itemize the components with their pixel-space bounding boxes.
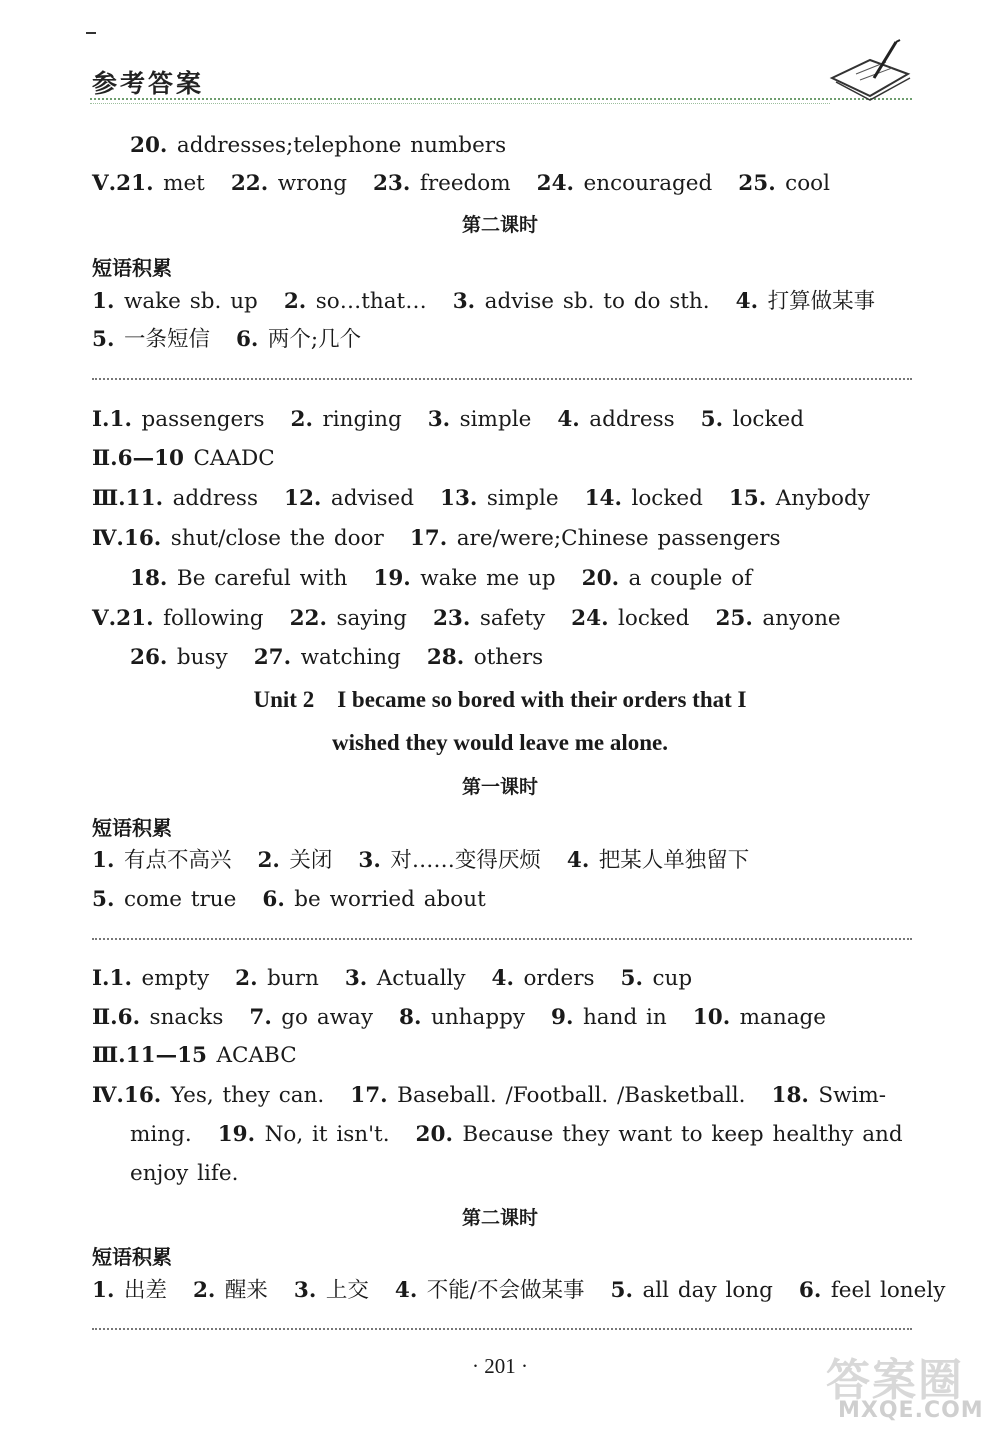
item-text: wake sb. up: [123, 289, 258, 314]
answer-item: [110, 402, 265, 438]
answer-item: [399, 1000, 525, 1036]
item-number: 19.: [217, 1122, 265, 1147]
item-number: 5.: [92, 327, 124, 352]
item-text: 有点不高兴: [123, 848, 232, 873]
item-number: 2.: [290, 407, 323, 432]
section-numeral: Ⅲ.: [92, 1043, 126, 1068]
answer-item: [433, 601, 545, 637]
item-number: 1.: [92, 848, 124, 873]
item-text: watching: [300, 645, 401, 670]
answer-item: [358, 843, 540, 879]
item-number: 7.: [249, 1005, 282, 1030]
phrase-heading: 短语积累: [92, 816, 172, 840]
item-text: Swim-: [818, 1083, 887, 1108]
section-numeral: Ⅴ.: [92, 606, 117, 631]
answer-item: [427, 640, 543, 676]
item-number: 3.: [293, 1278, 326, 1303]
answer-item: [231, 166, 347, 202]
item-text: encouraged: [583, 171, 713, 196]
answer-item: [118, 1000, 224, 1036]
item-number: 21.: [116, 606, 164, 631]
item-number: 1.: [109, 407, 142, 432]
answer-line: [130, 1156, 264, 1192]
item-number: 25.: [715, 606, 763, 631]
item-number: 20.: [130, 133, 177, 158]
answer-item: [350, 1078, 745, 1114]
item-number: 15.: [728, 486, 776, 511]
item-text: CAADC: [193, 446, 275, 471]
answer-line: [92, 601, 867, 637]
item-number: 6.: [235, 327, 268, 352]
answer-line: [92, 1078, 912, 1114]
answer-item: [284, 284, 427, 320]
answer-item: [585, 481, 703, 517]
lesson-heading: 第二课时: [461, 214, 538, 236]
item-text: 一条短信: [123, 327, 210, 352]
item-number: 8.: [399, 1005, 431, 1030]
item-number: 11—15: [125, 1043, 217, 1068]
item-number: 2.: [235, 966, 268, 991]
answer-item: [729, 481, 870, 517]
item-text: ACABC: [216, 1043, 297, 1068]
unit-title-line1: Unit 2 I became so bored with their orders that I: [253, 687, 747, 712]
item-text: Baseball. /Football. /Basketball.: [397, 1083, 746, 1108]
item-number: 3.: [344, 966, 377, 991]
item-number: 22.: [230, 171, 278, 196]
answer-item: [130, 640, 228, 676]
item-text: ringing: [322, 407, 402, 432]
page-number: · 201 ·: [472, 1354, 528, 1378]
item-text: anyone: [762, 606, 841, 631]
item-number: 24.: [571, 606, 619, 631]
section-numeral: Ⅳ.: [92, 1083, 124, 1108]
item-text: enjoy life.: [130, 1161, 239, 1186]
answer-item: [116, 166, 205, 202]
item-text: wrong: [277, 171, 347, 196]
item-number: 20.: [415, 1122, 463, 1147]
item-text: safety: [479, 606, 546, 631]
item-text: simple: [486, 486, 559, 511]
item-number: 6—10: [117, 446, 194, 471]
item-text: cool: [785, 171, 830, 196]
item-number: 16.: [123, 526, 171, 551]
item-text: unhappy: [430, 1005, 525, 1030]
item-number: 25.: [738, 171, 786, 196]
item-number: 11.: [125, 486, 173, 511]
answer-item: [428, 402, 532, 438]
item-text: saying: [336, 606, 407, 631]
answer-item: [799, 1273, 945, 1309]
item-text: are/were;Chinese passengers: [456, 526, 781, 551]
answer-item: [537, 166, 713, 202]
item-text: following: [163, 606, 264, 631]
item-number: 1.: [92, 1278, 124, 1303]
item-text: 醒来: [224, 1278, 268, 1303]
item-text: locked: [618, 606, 690, 631]
item-text: empty: [141, 966, 210, 991]
section-numeral: Ⅱ.: [92, 1005, 118, 1030]
answer-item: [345, 961, 466, 997]
item-text: simple: [459, 407, 532, 432]
answer-item: [557, 402, 674, 438]
item-number: 27.: [253, 645, 301, 670]
item-number: 12.: [283, 486, 331, 511]
item-text: go away: [281, 1005, 374, 1030]
item-text: orders: [523, 966, 595, 991]
answer-item: [693, 1000, 826, 1036]
phrase-line: [92, 843, 775, 879]
answer-item: [124, 1078, 324, 1114]
item-text: met: [163, 171, 205, 196]
answer-item: [130, 128, 506, 164]
item-text: a couple of: [628, 566, 753, 591]
item-number: 23.: [372, 171, 420, 196]
answer-item: [249, 1000, 373, 1036]
item-number: 10.: [692, 1005, 740, 1030]
item-number: 1.: [109, 966, 142, 991]
item-number: 4.: [557, 407, 590, 432]
item-number: 3.: [427, 407, 460, 432]
answer-line: [92, 1000, 852, 1036]
item-text: address: [589, 407, 675, 432]
section-numeral: Ⅰ.: [92, 966, 110, 991]
item-text: cup: [652, 966, 693, 991]
answer-item: [621, 961, 693, 997]
answer-item: [772, 1078, 887, 1114]
answer-item: [262, 882, 485, 918]
item-number: 17.: [350, 1083, 398, 1108]
item-number: 18.: [771, 1083, 819, 1108]
notebook-pen-icon: [826, 38, 916, 108]
answer-item: [410, 521, 781, 557]
dotted-separator: [92, 938, 912, 940]
answer-item: [193, 1273, 268, 1309]
answer-item: [294, 1273, 369, 1309]
answer-item: [116, 601, 263, 637]
item-number: 3.: [358, 848, 391, 873]
answer-item: [582, 561, 752, 597]
phrase-line: [92, 284, 901, 320]
section-numeral: Ⅰ.: [92, 407, 110, 432]
answer-line: [92, 481, 896, 517]
item-text: passengers: [141, 407, 265, 432]
item-text: be worried about: [294, 887, 486, 912]
item-text: 关闭: [289, 848, 333, 873]
item-text: busy: [176, 645, 228, 670]
lesson-heading: 第二课时: [461, 1207, 538, 1229]
page-header-title: 参考答案: [92, 69, 205, 98]
answer-line: [130, 1117, 929, 1153]
item-number: 5.: [620, 966, 653, 991]
answer-item: [440, 481, 559, 517]
item-number: 16.: [123, 1083, 171, 1108]
item-text: 对……变得厌烦: [390, 848, 541, 873]
item-text: 出差: [123, 1278, 167, 1303]
header-divider: [90, 98, 912, 100]
answer-item: [92, 284, 258, 320]
answer-item: [395, 1273, 585, 1309]
answer-item: [373, 166, 511, 202]
answer-item: [236, 322, 361, 358]
item-text: hand in: [582, 1005, 667, 1030]
answer-item: [611, 1273, 773, 1309]
item-text: Actually: [376, 966, 466, 991]
phrase-line: [92, 1273, 971, 1309]
item-text: 把某人单独留下: [598, 848, 750, 873]
phrase-heading: 短语积累: [92, 1245, 172, 1269]
item-number: 4.: [491, 966, 524, 991]
answer-item: [92, 882, 236, 918]
answer-item: [551, 1000, 667, 1036]
answer-line: [92, 166, 856, 202]
answer-line: [130, 128, 532, 164]
watermark-logo: 答案圈: [826, 1355, 964, 1406]
item-text: snacks: [149, 1005, 224, 1030]
item-text: wake me up: [420, 566, 556, 591]
answer-item: [130, 1156, 238, 1192]
answer-item: [701, 402, 804, 438]
item-text: No, it isn't.: [264, 1122, 390, 1147]
answer-item: [126, 481, 258, 517]
item-text: feel lonely: [830, 1278, 946, 1303]
item-number: 9.: [551, 1005, 583, 1030]
item-text: address: [172, 486, 258, 511]
item-text: Anybody: [775, 486, 870, 511]
answer-line: [92, 441, 301, 477]
item-number: 4.: [394, 1278, 427, 1303]
item-number: 20.: [581, 566, 629, 591]
answer-item: [118, 441, 275, 477]
item-text: others: [473, 645, 544, 670]
answer-item: [284, 481, 414, 517]
section-numeral: Ⅳ.: [92, 526, 124, 551]
item-text: addresses;telephone numbers: [176, 133, 507, 158]
item-number: 28.: [426, 645, 474, 670]
answer-item: [235, 961, 319, 997]
answer-item: [738, 166, 830, 202]
item-number: 6.: [798, 1278, 831, 1303]
answer-item: [290, 601, 407, 637]
item-text: 打算做某事: [767, 289, 876, 314]
item-number: 22.: [289, 606, 337, 631]
corner-mark: [86, 32, 96, 34]
phrase-heading: 短语积累: [92, 256, 172, 280]
unit-title-line2: wished they would leave me alone.: [331, 730, 669, 755]
item-number: 23.: [432, 606, 480, 631]
answer-item: [92, 1273, 167, 1309]
item-text: Be careful with: [176, 566, 348, 591]
answer-item: [92, 322, 210, 358]
item-number: 2.: [283, 289, 316, 314]
item-text: Because they want to keep healthy and: [462, 1122, 903, 1147]
item-number: 2.: [192, 1278, 225, 1303]
item-number: 1.: [92, 289, 124, 314]
item-text: ming.: [130, 1122, 192, 1147]
answer-item: [124, 521, 384, 557]
answer-item: [416, 1117, 903, 1153]
item-text: burn: [267, 966, 319, 991]
item-text: 不能/不会做某事: [426, 1278, 585, 1303]
item-number: 26.: [130, 645, 177, 670]
item-text: 两个;几个: [267, 327, 362, 352]
answer-line: [130, 640, 569, 676]
section-numeral: Ⅴ.: [92, 171, 117, 196]
item-text: 上交: [325, 1278, 369, 1303]
item-number: 4.: [735, 289, 768, 314]
answer-item: [126, 1038, 297, 1074]
answer-item: [130, 1117, 192, 1153]
item-text: locked: [631, 486, 703, 511]
item-number: 21.: [116, 171, 164, 196]
item-number: 2.: [257, 848, 290, 873]
item-text: all day long: [642, 1278, 773, 1303]
item-number: 5.: [610, 1278, 643, 1303]
item-number: 18.: [130, 566, 177, 591]
item-number: 6.: [117, 1005, 150, 1030]
item-text: Yes, they can.: [170, 1083, 325, 1108]
dotted-separator: [92, 1328, 912, 1330]
item-text: locked: [732, 407, 804, 432]
answer-item: [92, 843, 231, 879]
answer-item: [257, 843, 332, 879]
item-text: manage: [739, 1005, 827, 1030]
answer-item: [453, 284, 710, 320]
item-text: freedom: [419, 171, 511, 196]
answer-line: [92, 402, 830, 438]
dotted-separator: [92, 378, 912, 380]
item-number: 13.: [440, 486, 487, 511]
item-text: advised: [330, 486, 414, 511]
item-number: 19.: [373, 566, 421, 591]
item-number: 3.: [452, 289, 485, 314]
item-number: 5.: [92, 887, 124, 912]
item-text: shut/close the door: [170, 526, 384, 551]
answer-line: [92, 1038, 323, 1074]
answer-line: [92, 961, 718, 997]
item-number: 5.: [700, 407, 733, 432]
section-numeral: Ⅲ.: [92, 486, 126, 511]
answer-item: [218, 1117, 390, 1153]
answer-item: [736, 284, 875, 320]
answer-item: [291, 402, 402, 438]
item-text: advise sb. to do sth.: [484, 289, 710, 314]
answer-line: [92, 521, 807, 557]
answer-item: [110, 961, 210, 997]
item-number: 6.: [262, 887, 295, 912]
item-number: 4.: [566, 848, 599, 873]
phrase-line: [92, 882, 512, 918]
answer-item: [492, 961, 595, 997]
section-numeral: Ⅱ.: [92, 446, 118, 471]
answer-line: [130, 561, 778, 597]
header-divider-secondary: [90, 103, 830, 104]
item-number: 17.: [409, 526, 457, 551]
phrase-line: [92, 322, 387, 358]
item-number: 14.: [584, 486, 632, 511]
watermark-url: MXQE.COM: [838, 1398, 984, 1423]
answer-item: [130, 561, 347, 597]
lesson-heading: 第一课时: [461, 776, 538, 798]
item-number: 24.: [536, 171, 584, 196]
item-text: come true: [123, 887, 237, 912]
answer-item: [715, 601, 840, 637]
answer-item: [254, 640, 401, 676]
item-text: so…that…: [315, 289, 427, 314]
answer-item: [373, 561, 555, 597]
answer-item: [567, 843, 749, 879]
answer-item: [571, 601, 689, 637]
